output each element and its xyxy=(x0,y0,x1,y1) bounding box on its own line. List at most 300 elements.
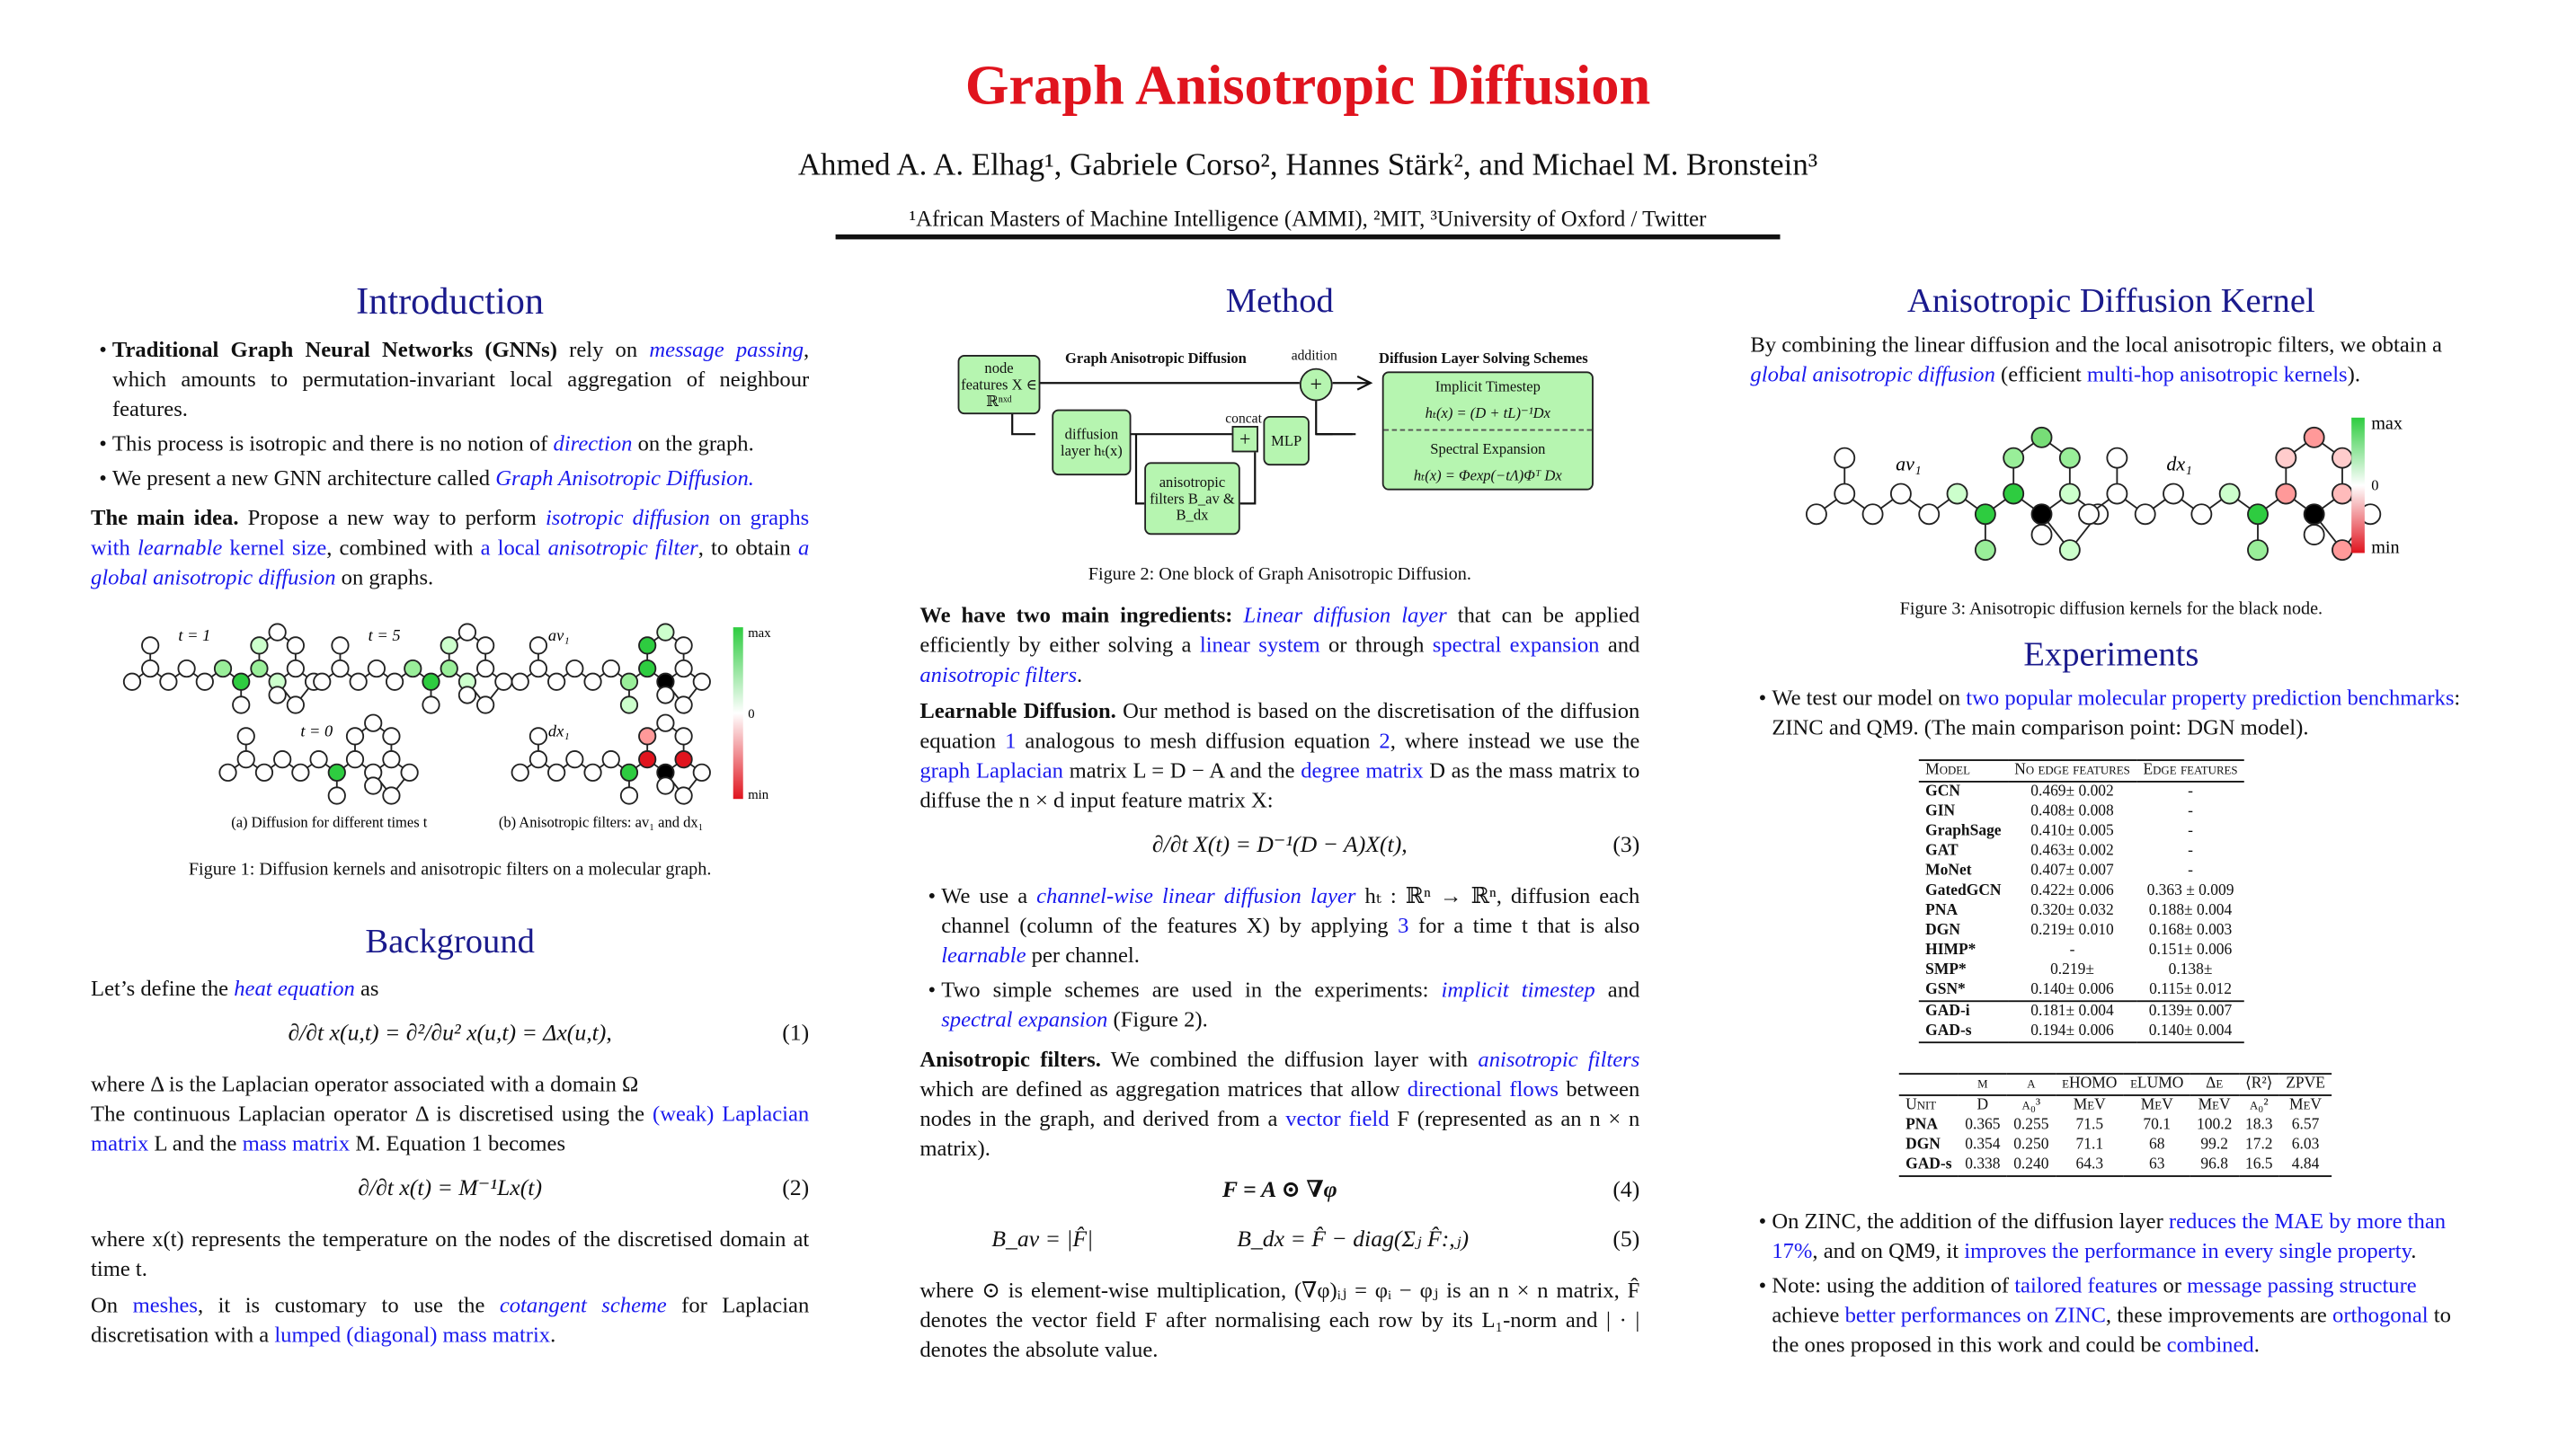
atom-node xyxy=(251,637,267,653)
section-title-experiments: Experiments xyxy=(2023,633,2199,674)
table-cell: 99.2 xyxy=(2200,1137,2228,1155)
atom-node xyxy=(675,660,691,677)
molecule-t5 xyxy=(314,624,511,713)
atom-node xyxy=(1834,448,1854,468)
atom-node xyxy=(2332,540,2352,560)
atom-node xyxy=(2136,504,2155,524)
section-title-kernel: Anisotropic Diffusion Kernel xyxy=(1907,280,2315,321)
table-row xyxy=(1919,1022,2244,1042)
link-text: a global anisotropic diffusion xyxy=(91,535,810,589)
table-cell: Edge features xyxy=(2143,762,2238,780)
table-row xyxy=(1899,1116,2332,1136)
text: between nodes in the graph, and derived from a xyxy=(919,1076,1640,1131)
row-label: HIMP* xyxy=(1925,943,1976,960)
atom-node xyxy=(657,715,673,731)
table-cell: 0.422± 0.006 xyxy=(2030,882,2114,900)
link-text: anisotropic filter xyxy=(547,535,698,560)
atom-node xyxy=(2305,504,2324,524)
table-cell: 6.03 xyxy=(2291,1137,2320,1155)
table-cell: 96.8 xyxy=(2200,1156,2228,1174)
schemes-box xyxy=(1382,371,1594,490)
equation-3: ∂/∂t X(t) = D⁻¹(D − A)X(t), xyxy=(1151,833,1408,859)
table-cell: 4.84 xyxy=(2291,1156,2320,1174)
atom-node xyxy=(310,751,326,767)
poster-title: Graph Anisotropic Diffusion xyxy=(964,56,1651,118)
atom-node xyxy=(694,674,710,690)
row-label: GIN xyxy=(1925,803,1956,821)
link-text: cotangent scheme xyxy=(499,1292,667,1318)
atom-node xyxy=(2163,483,2183,503)
link-text: directional flows xyxy=(1407,1076,1559,1102)
table-row xyxy=(1919,901,2244,921)
link-text: Graph Anisotropic Diffusion. xyxy=(495,465,754,491)
kernel-body xyxy=(1750,330,2472,389)
bold-text: The main idea. xyxy=(91,505,239,530)
table-cell: 6.57 xyxy=(2291,1117,2320,1135)
table-cell: 0.219± 0.010 xyxy=(2030,922,2114,940)
atom-node xyxy=(441,660,457,677)
atom-node xyxy=(657,686,673,703)
link-text: linear system xyxy=(1199,632,1320,658)
link-text: mass matrix xyxy=(242,1130,351,1156)
atom-node xyxy=(2276,448,2296,468)
atom-node xyxy=(675,787,691,803)
table-cell: α xyxy=(2027,1076,2036,1093)
text: The continuous Laplacian operator Δ is discretised using the xyxy=(91,1101,653,1126)
atom-node xyxy=(459,686,475,703)
text: On xyxy=(91,1292,133,1318)
text: By combining the linear diffusion and the local anisotropic filters, we obtain a xyxy=(1750,332,2442,357)
text: where Δ is the Laplacian operator associated with a domain Ω xyxy=(91,1071,639,1096)
bold-text: We have two main ingredients: xyxy=(919,602,1233,628)
table-cell: MeV xyxy=(2073,1097,2106,1115)
table-cell: Δϵ xyxy=(2206,1076,2224,1093)
atom-node xyxy=(288,696,304,713)
table-cell: 0.139± 0.007 xyxy=(2148,1004,2233,1021)
atom-node xyxy=(2305,428,2324,447)
atom-node xyxy=(2220,483,2240,503)
equation-4-number: (4) xyxy=(1612,1178,1640,1204)
table-cell: 0.365 xyxy=(1965,1117,2001,1135)
text: M. Equation 1 becomes xyxy=(350,1130,566,1156)
link-text: anisotropic filters xyxy=(1478,1046,1640,1072)
row-label: DGN xyxy=(1905,1137,1941,1155)
link-text: better performances on ZINC xyxy=(1844,1302,2106,1328)
atom-node xyxy=(350,674,366,690)
mlp-box: MLP xyxy=(1263,416,1309,465)
row-label: DGN xyxy=(1925,922,1960,940)
table-row xyxy=(1899,1095,2332,1116)
subcaption-a: (a) Diffusion for different times t xyxy=(231,813,428,831)
text: On ZINC, the addition of the diffusion layer xyxy=(1772,1208,2169,1234)
label-kernel-av: av₁ xyxy=(1896,452,1922,475)
table-cell: a₀² xyxy=(2249,1097,2269,1115)
table-cell: 71.5 xyxy=(2075,1117,2104,1135)
addition-node: + xyxy=(1300,368,1333,402)
molecule-av xyxy=(512,624,710,713)
table-cell: 0.338 xyxy=(1965,1156,2001,1174)
table-cell: 18.3 xyxy=(2244,1117,2273,1135)
text: Note: using the addition of xyxy=(1772,1272,2015,1298)
colorbar-zero: 0 xyxy=(748,707,755,722)
atom-node xyxy=(2060,483,2080,503)
atom-node xyxy=(274,751,290,767)
atom-node xyxy=(675,751,691,767)
table-cell: 0.151± 0.006 xyxy=(2148,943,2233,960)
atom-node xyxy=(2191,504,2211,524)
experiments-intro xyxy=(1750,684,2472,748)
table-cell: μ xyxy=(1977,1076,1988,1093)
table-cell: 0.181± 0.004 xyxy=(2030,1004,2114,1021)
text: or xyxy=(2157,1272,2188,1298)
atom-node xyxy=(512,765,529,781)
bg-text xyxy=(91,1291,809,1350)
atom-node xyxy=(639,728,655,744)
text: , where instead we use the xyxy=(1390,728,1640,753)
table-cell: a₀³ xyxy=(2021,1097,2041,1115)
link-text: kernel size xyxy=(222,535,327,560)
atom-node xyxy=(566,751,582,767)
text: matrix L = D − A and the xyxy=(1062,757,1301,783)
text: F (represented as an n × n matrix). xyxy=(919,1105,1640,1161)
atom-node xyxy=(512,674,529,690)
table-cell: 64.3 xyxy=(2075,1156,2104,1174)
colorbar-zero: 0 xyxy=(2371,476,2379,494)
table-cell: 71.1 xyxy=(2075,1137,2104,1155)
text: Two simple schemes are used in the experiments: xyxy=(941,977,1442,1003)
method-text xyxy=(919,1276,1639,1365)
equation-1: ∂/∂t x(u,t) = ∂²/∂u² x(u,t) = Δx(u,t), xyxy=(288,1022,612,1047)
atom-node xyxy=(383,787,399,803)
implicit-timestep-label: Implicit Timestep xyxy=(1435,377,1541,394)
row-label: GatedGCN xyxy=(1925,882,2002,900)
row-label: Model xyxy=(1925,762,1970,780)
table-cell: 16.5 xyxy=(2244,1156,2273,1174)
atom-node xyxy=(2276,483,2296,503)
colorbar-max: max xyxy=(748,626,771,642)
equation-5b: B_dx = F̂ − diag(Σⱼ F̂:,ⱼ) xyxy=(1237,1227,1470,1253)
atom-node xyxy=(530,728,546,744)
atom-node xyxy=(347,728,363,744)
table-cell: 0.320± 0.032 xyxy=(2030,902,2114,920)
link-text: Linear diffusion layer xyxy=(1243,602,1447,628)
atom-node xyxy=(332,637,348,653)
atom-node xyxy=(530,751,546,767)
atom-node xyxy=(1948,483,1968,503)
text: rely on xyxy=(556,336,650,362)
atom-node xyxy=(1834,483,1854,503)
table-row xyxy=(1919,842,2244,862)
table-row xyxy=(1899,1155,2332,1176)
section-title-method: Method xyxy=(1225,280,1334,321)
label-t0: t = 0 xyxy=(300,722,333,740)
table-cell: 0.138± xyxy=(2168,962,2213,979)
table-row xyxy=(1919,941,2244,961)
row-label: GAD-s xyxy=(1905,1156,1952,1174)
link-text: isotropic diffusion xyxy=(545,505,710,530)
atom-node xyxy=(314,674,330,690)
table-cell: 0.140± 0.006 xyxy=(2030,982,2114,999)
bold-text: Anisotropic filters. xyxy=(919,1046,1101,1072)
link-text: reduces the MAE by more than 17% xyxy=(1772,1208,2447,1263)
link-text: anisotropic filters xyxy=(919,661,1078,687)
figure-3 xyxy=(1800,404,2461,578)
row-label: SMP* xyxy=(1925,962,1967,979)
equation-3-number: (3) xyxy=(1612,833,1640,859)
atom-node xyxy=(365,715,381,731)
table-cell: D xyxy=(1976,1097,1989,1115)
table-cell: ZPVE xyxy=(2286,1076,2325,1093)
atom-node xyxy=(675,728,691,744)
table-cell: - xyxy=(2188,843,2193,861)
link-text: spectral expansion xyxy=(1432,632,1600,658)
figure-2-diagram xyxy=(949,339,1610,536)
label-kernel-dx: dx₁ xyxy=(2166,452,2192,475)
text: This process is isotropic and there is no notion of xyxy=(111,430,554,456)
molecule-kernel-av xyxy=(1807,428,2108,560)
method-text xyxy=(919,601,1639,690)
atom-node xyxy=(1863,504,1883,524)
atom-node xyxy=(2332,483,2352,503)
table-cell: - xyxy=(2188,783,2193,801)
table-cell: 0.115± 0.012 xyxy=(2149,982,2232,999)
table-row xyxy=(1919,961,2244,980)
figure-1-caption: Figure 1: Diffusion kernels and anisotropic filters on a molecular graph. xyxy=(188,860,712,881)
atom-node xyxy=(477,637,493,653)
row-label: GAT xyxy=(1925,843,1959,861)
equation-2: ∂/∂t x(t) = M⁻¹Lx(t) xyxy=(358,1176,543,1202)
link-text: meshes xyxy=(132,1292,199,1318)
qm9-table xyxy=(1899,1073,2332,1177)
colorbar-max: max xyxy=(2371,413,2403,434)
intro-bullet xyxy=(91,464,809,493)
atom-node xyxy=(657,624,673,640)
text: analogous to mesh diffusion equation xyxy=(1016,728,1380,753)
method-body xyxy=(919,601,1639,1372)
text: Let’s define the xyxy=(91,975,235,1001)
link-text: learnable xyxy=(941,943,1026,968)
bg-text xyxy=(91,1070,809,1100)
concat-label: concat xyxy=(1225,409,1262,426)
atom-node xyxy=(2305,525,2324,544)
atom-node xyxy=(329,787,345,803)
zinc-table xyxy=(1919,759,2244,1043)
table-cell: MeV xyxy=(2289,1097,2323,1115)
colorbar-min: min xyxy=(2371,537,2400,558)
label-t1: t = 1 xyxy=(178,625,211,644)
atom-node xyxy=(2079,504,2099,524)
text: which are defined as aggregation matrices that allow xyxy=(919,1076,1408,1102)
table-cell: 0.250 xyxy=(2013,1137,2049,1155)
atom-node xyxy=(2060,448,2080,468)
text: on the graph. xyxy=(632,430,754,456)
atom-node xyxy=(233,696,249,713)
text: Our method is based on the discretisation of the diffusion equation xyxy=(919,698,1640,753)
text: that can be applied efficiently by either solving a xyxy=(919,602,1640,658)
table-row xyxy=(1919,881,2244,901)
table-cell: 0.407± 0.007 xyxy=(2030,863,2114,881)
text xyxy=(1232,603,1243,628)
colorbar xyxy=(2351,418,2365,553)
bold-text: Learnable Diffusion. xyxy=(919,698,1116,723)
table-cell: 0.354 xyxy=(1965,1137,2001,1155)
atom-node xyxy=(1807,504,1826,524)
text: (efficient xyxy=(1994,361,2087,386)
text: to the ones proposed in this work and could be xyxy=(1772,1302,2451,1358)
link-text: direction xyxy=(553,430,633,456)
text: for Laplacian discretisation with a xyxy=(91,1292,810,1348)
table-cell: 0.188± 0.004 xyxy=(2148,902,2233,920)
table-cell: MeV xyxy=(2140,1097,2173,1115)
table-cell: 17.2 xyxy=(2244,1137,2273,1155)
table-cell: 63 xyxy=(2148,1156,2165,1174)
table-cell: - xyxy=(2188,823,2193,841)
authors: Ahmed A. A. Elhag¹, Gabriele Corso², Hannes Stärk², and Michael M. Bronstein³ xyxy=(797,148,1818,183)
table-cell: ϵLUMO xyxy=(2130,1076,2184,1093)
atom-node xyxy=(238,728,254,744)
concat-node: + xyxy=(1232,426,1258,452)
atom-node xyxy=(2003,448,2023,468)
atom-node xyxy=(2107,483,2127,503)
atom-node xyxy=(584,765,600,781)
row-label: GAD-s xyxy=(1925,1023,1972,1040)
row-label: GCN xyxy=(1925,783,1960,801)
bg-text xyxy=(91,1225,809,1284)
text: We test our model on xyxy=(1772,685,1967,710)
text: achieve xyxy=(1772,1302,1845,1328)
text: , to obtain xyxy=(697,535,798,560)
atom-node xyxy=(584,674,600,690)
experiments-conclusions xyxy=(1750,1207,2472,1365)
experiments-bullet xyxy=(1750,1271,2472,1360)
text: as xyxy=(354,975,379,1001)
link-text: global anisotropic diffusion xyxy=(1750,361,1995,386)
table-cell: 0.194± 0.006 xyxy=(2030,1023,2114,1040)
method-bullet xyxy=(919,881,1639,970)
link-text: heat equation xyxy=(234,975,355,1001)
addition-label: addition xyxy=(1291,346,1337,364)
table-cell: 100.2 xyxy=(2197,1117,2233,1135)
intro-bullet xyxy=(91,335,809,424)
table-cell: ⟨R²⟩ xyxy=(2244,1076,2273,1093)
label-av: av₁ xyxy=(547,625,570,644)
atom-node xyxy=(1891,483,1911,503)
atom-node xyxy=(269,624,285,640)
atom-node xyxy=(2248,540,2268,560)
experiments-bullet xyxy=(1750,684,2472,743)
text: , these improvements are xyxy=(2105,1302,2333,1328)
text: We combined the diffusion layer with xyxy=(1100,1046,1479,1072)
atom-node xyxy=(621,696,637,713)
text: . xyxy=(2253,1332,2260,1358)
section-title-introduction: Introduction xyxy=(356,280,545,323)
atom-node xyxy=(142,637,158,653)
figure-3-caption: Figure 3: Anisotropic diffusion kernels for the black node. xyxy=(1899,598,2323,619)
atom-node xyxy=(1976,540,1995,560)
link-text: vector field xyxy=(1285,1105,1390,1131)
row-label xyxy=(1899,1074,1959,1095)
text: L and the xyxy=(148,1130,243,1156)
atom-node xyxy=(639,637,655,653)
spectral-expansion-label: Spectral Expansion xyxy=(1430,441,1546,458)
table-cell: - xyxy=(2188,803,2193,821)
atom-node xyxy=(386,674,403,690)
table-cell: 0.219± xyxy=(2050,962,2094,979)
atom-node xyxy=(292,765,308,781)
table-row xyxy=(1919,980,2244,1001)
atom-node xyxy=(694,765,710,781)
table-cell: 0.240 xyxy=(2013,1156,2049,1174)
intro-bullet xyxy=(91,429,809,459)
method-text xyxy=(919,1045,1639,1164)
atom-node xyxy=(219,765,235,781)
row-label: GSN* xyxy=(1925,982,1966,999)
table-row xyxy=(1919,1001,2244,1022)
text: . xyxy=(550,1322,556,1348)
table-cell: ϵHOMO xyxy=(2062,1076,2118,1093)
row-label: PNA xyxy=(1905,1117,1939,1135)
atom-node xyxy=(603,660,619,677)
link-text: implicit timestep xyxy=(1441,977,1595,1003)
atom-node xyxy=(215,660,231,677)
atom-node xyxy=(495,674,511,690)
text: on graphs. xyxy=(335,564,434,589)
atom-node xyxy=(238,751,254,767)
text: or through xyxy=(1319,632,1433,658)
method-bullet xyxy=(919,976,1639,1035)
atom-node xyxy=(197,674,213,690)
molecule-kernel-dx xyxy=(2079,428,2380,560)
atom-node xyxy=(256,765,272,781)
text: for a time t that is also xyxy=(1408,912,1640,938)
link-text: on graphs with xyxy=(91,505,810,560)
atom-node xyxy=(233,674,249,690)
subcaption-b: (b) Anisotropic filters: av₁ and dx₁ xyxy=(498,813,704,831)
atom-node xyxy=(477,696,493,713)
atom-node xyxy=(178,660,194,677)
text: . xyxy=(1077,661,1083,687)
text: (Figure 2). xyxy=(1107,1006,1208,1032)
table-cell: 0.410± 0.005 xyxy=(2030,823,2114,841)
text: , which amounts to permutation-invariant local aggregation of neighbour features. xyxy=(111,336,810,421)
spectral-expansion-equation: hₜ(x) = Φexp(−tΛ)Φᵀ Dx xyxy=(1413,467,1562,484)
colorbar xyxy=(733,627,743,799)
node-features-box: node features X ∈ ℝⁿˣᵈ xyxy=(958,355,1041,414)
atom-node xyxy=(383,728,399,744)
atom-node xyxy=(422,696,439,713)
atom-node xyxy=(2107,448,2127,468)
atom-node xyxy=(621,787,637,803)
text: , it is customary to use the xyxy=(198,1292,500,1318)
link-text: two popular molecular property prediction benchmarks xyxy=(1966,685,2455,710)
schemes-label: Diffusion Layer Solving Schemes xyxy=(1379,350,1588,367)
atom-node xyxy=(2031,504,2051,524)
main-idea xyxy=(91,503,809,592)
atom-node xyxy=(288,637,304,653)
text: ). xyxy=(2347,361,2360,386)
text: and xyxy=(1599,632,1640,658)
row-label: PNA xyxy=(1925,902,1959,920)
atom-node xyxy=(1976,504,1995,524)
table-cell: 0.469± 0.002 xyxy=(2030,783,2114,801)
table-row xyxy=(1899,1136,2332,1155)
equation-5a: B_av = |F̂| xyxy=(991,1227,1094,1253)
table-cell: 68 xyxy=(2148,1137,2165,1155)
affiliations: ¹African Masters of Machine Intelligence (AMMI), ²MIT, ³University of Oxford / Twitter xyxy=(836,207,1781,240)
implicit-timestep-equation: hₜ(x) = (D + tL)⁻¹Dx xyxy=(1425,403,1550,421)
table-cell: MeV xyxy=(2198,1097,2231,1115)
text: per channel. xyxy=(1026,943,1140,968)
